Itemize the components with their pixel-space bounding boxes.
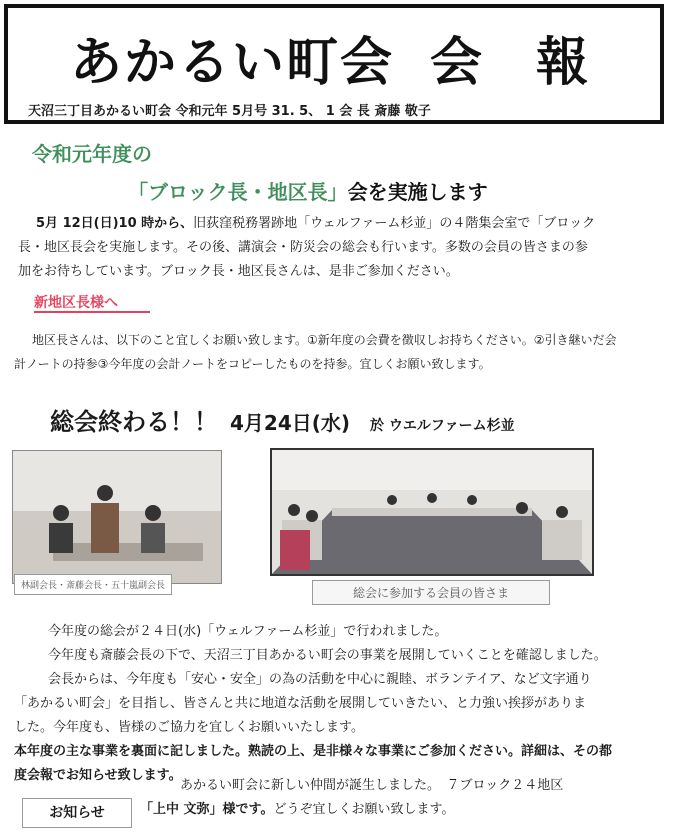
- newsletter-subtitle: 会 報: [430, 33, 607, 93]
- article1-heading-line2: [128, 176, 488, 205]
- newsletter-title: あかるい町会: [70, 33, 395, 93]
- notice-label: お知らせ: [22, 798, 132, 828]
- article1-heading-black: 会を実施します: [347, 180, 488, 204]
- new-member-name: 「上中 文弥」様です。: [140, 802, 274, 817]
- photo-members-caption: 総会に参加する会員の皆さま: [312, 580, 550, 605]
- notice-line2: [140, 798, 454, 822]
- notice-line2-rest: どうぞ宜しくお願い致します。: [273, 802, 455, 817]
- article3-date: 4月24日(水): [230, 411, 351, 435]
- article1-line: 5月 12日(日)10 時から、旧荻窪税務署跡地「ウェルファーム杉並」の４階集会室で「ブロック: [36, 216, 596, 231]
- article3-bold-line: 本年度の主な事業を裏面に記しました。熟読の上、是非様々な事業にご参加ください。詳細は、その都: [14, 744, 613, 759]
- photo-officers: [12, 450, 222, 584]
- article1-line: 加をお待ちしています。ブロック長・地区長さんは、是非ご参加ください。: [18, 264, 459, 279]
- article3-line: 「あかるい町会」を目指し、皆さんと共に地道な活動を展開していきたい、と力強い挨拶がありま: [14, 696, 587, 711]
- article3-heading: [50, 402, 515, 437]
- article3-bold-line: 度会報でお知らせ致します。: [14, 768, 182, 783]
- article1-heading-green: 「ブロック長・地区長」: [128, 180, 348, 204]
- issue-info: 天沼三丁目あかるい町会 令和元年 5月号 31. 5、 1 会 長 斎藤 敬子: [28, 104, 431, 119]
- notice-line1: あかるい町会に新しい仲間が誕生しました。 ７ブロック２４地区: [180, 778, 564, 793]
- article2-line: 計ノートの持参③今年度の会計ノートをコピーしたものを持参。宜しくお願い致します。: [14, 357, 491, 371]
- article2-heading: 新地区長様へ: [34, 295, 118, 311]
- article1-body: [18, 212, 595, 284]
- article3-venue: 於 ウエルファーム杉並: [370, 418, 515, 434]
- article2-line: 地区長さんは、以下のこと宜しくお願い致します。①新年度の会費を徴収しお持ちください。②引き継いだ会: [32, 333, 617, 347]
- article2-body: [14, 328, 617, 376]
- article3-line: 会長からは、今年度も「安心・安全」の為の活動を中心に親睦、ボランテイア、など文字通り: [48, 672, 592, 687]
- photo-members: [270, 448, 594, 576]
- article3-body: [14, 620, 612, 788]
- article1-line: 長・地区長会を実施します。その後、講演会・防災会の総会も行います。多数の会員の皆さまの参: [18, 240, 588, 255]
- photo-officers-caption: 林副会長・斎藤会長・五十嵐副会長: [14, 574, 172, 595]
- article3-line: した。今年度も、皆様のご協力を宜しくお願いいたします。: [14, 720, 364, 735]
- article2-heading-underline: [34, 311, 150, 313]
- article3-title: 総会終わる！！: [50, 408, 218, 436]
- article3-line: 今年度も斎藤会長の下で、天沼三丁目あかるい町会の事業を展開していくことを確認しました。: [48, 648, 607, 663]
- article1-heading-line1: 令和元年度の: [32, 142, 152, 166]
- article3-line: 今年度の総会が２４日(水)「ウェルファーム杉並」で行われました。: [48, 624, 448, 639]
